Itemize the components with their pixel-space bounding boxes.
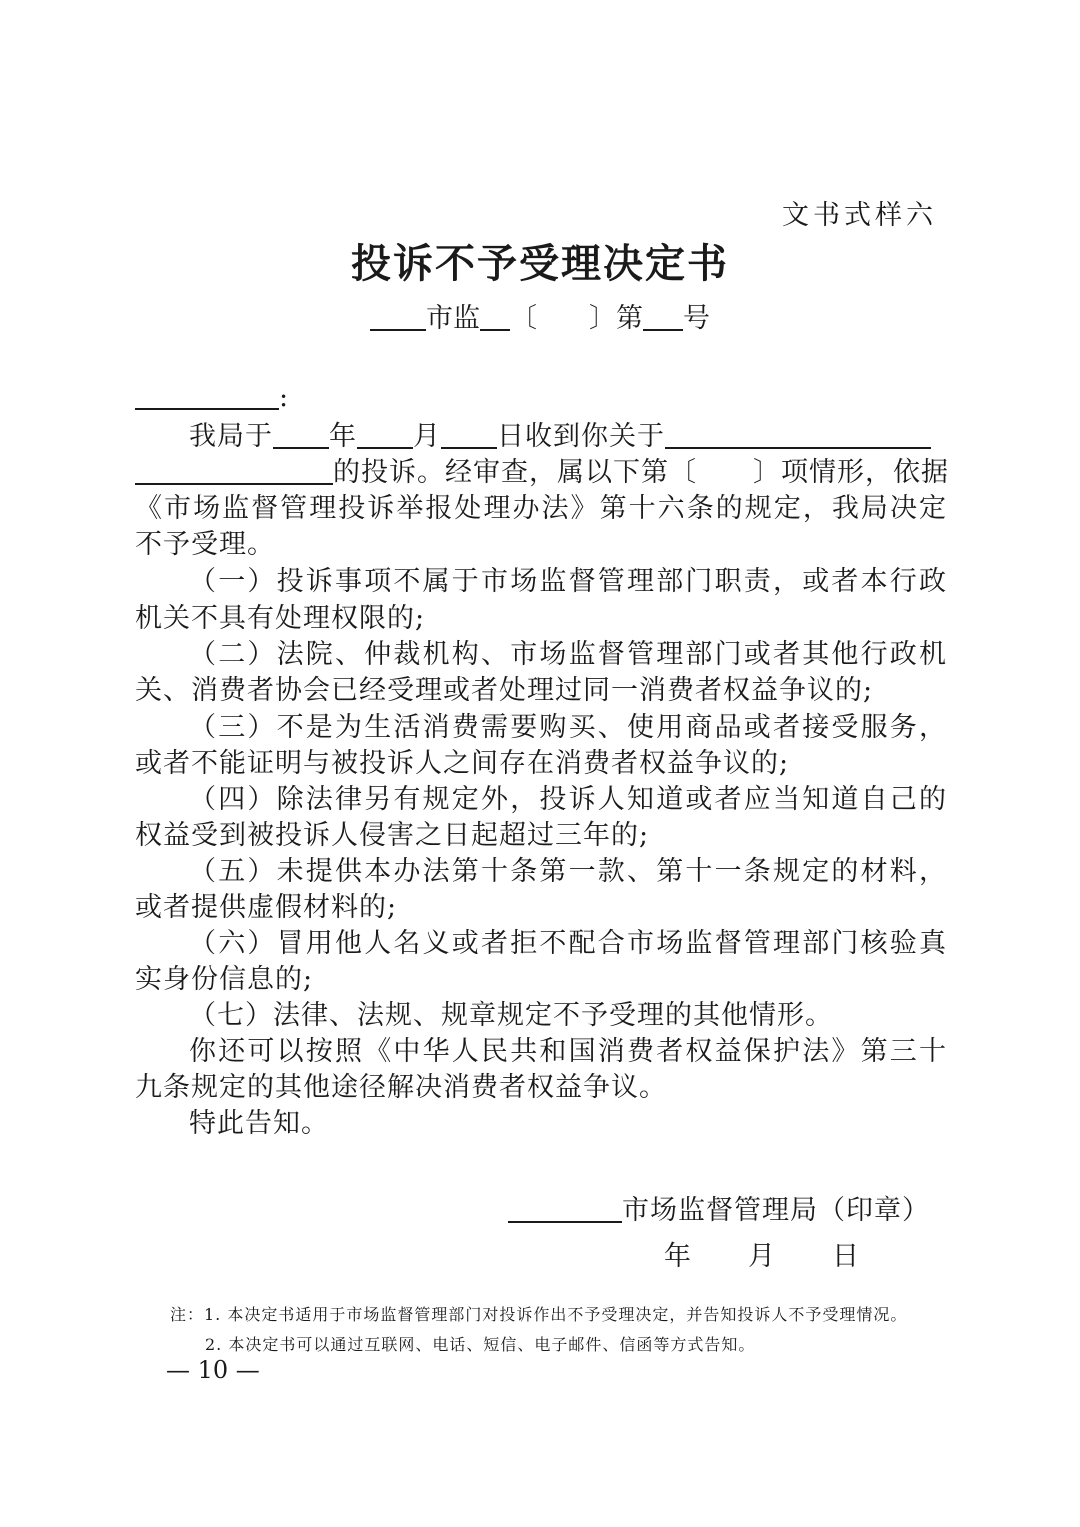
item-3-line2: 或者不能证明与被投诉人之间存在消费者权益争议的; <box>135 748 790 779</box>
docno-bracket-close: 〕第 <box>589 303 643 334</box>
item-3-line1: （三）不是为生活消费需要购买、使用商品或者接受服务， <box>189 712 947 743</box>
text: 的投诉。经审查，属以下第〔 〕项情形，依据 <box>333 457 949 488</box>
blank-org[interactable] <box>508 1191 622 1223</box>
signature-org <box>508 1188 930 1227</box>
docno-bracket-open: 〔 <box>510 303 537 334</box>
item-6-line2: 实身份信息的; <box>135 964 314 995</box>
docno-part3: 号 <box>683 303 710 334</box>
page-title: 投诉不予受理决定书 <box>351 240 729 287</box>
text: 月 <box>413 421 441 452</box>
addressee-colon: : <box>279 382 290 413</box>
item-2-line2: 关、消费者协会已经受理或者处理过同一消费者权益争议的; <box>135 675 874 706</box>
para1-line1 <box>135 414 947 453</box>
text: 年 <box>329 421 357 452</box>
item-4-line1: （四）除法律另有规定外，投诉人知道或者应当知道自己的 <box>189 784 947 815</box>
blank-subject-cont[interactable] <box>135 453 333 485</box>
blank-subject[interactable] <box>665 417 931 449</box>
para2-line1: 你还可以按照《中华人民共和国消费者权益保护法》第三十 <box>189 1036 947 1067</box>
text: 日收到你关于 <box>497 421 665 452</box>
blank-month[interactable] <box>357 417 413 449</box>
blank-field[interactable] <box>480 299 510 331</box>
item-6-line1: （六）冒用他人名义或者拒不配合市场监督管理部门核验真 <box>189 928 947 959</box>
blank-year[interactable] <box>273 417 329 449</box>
text: 市场监督管理局（印章） <box>622 1195 930 1226</box>
page-number: — 10 — <box>166 1356 260 1384</box>
item-1-line1: （一）投诉事项不属于市场监督管理部门职责，或者本行政 <box>189 566 947 597</box>
blank-field[interactable] <box>643 299 683 331</box>
para2-line2: 九条规定的其他途径解决消费者权益争议。 <box>135 1072 667 1103</box>
item-7-line1: （七）法律、法规、规章规定不予受理的其他情形。 <box>189 1000 833 1031</box>
item-5-line1: （五）未提供本办法第十条第一款、第十一条规定的材料， <box>189 856 947 887</box>
para1-line4: 不予受理。 <box>135 529 275 560</box>
item-2-line1: （二）法院、仲裁机构、市场监督管理部门或者其他行政机 <box>189 639 947 670</box>
note-2: 2. 本决定书可以通过互联网、电话、短信、电子邮件、信函等方式告知。 <box>205 1335 756 1354</box>
document-number <box>0 296 1080 335</box>
form-label: 文书式样六 <box>782 200 937 231</box>
text: 我局于 <box>189 421 273 452</box>
item-5-line2: 或者提供虚假材料的; <box>135 892 398 923</box>
addressee-line <box>135 378 947 413</box>
para3: 特此告知。 <box>189 1108 329 1139</box>
docno-part1: 市监 <box>426 303 480 334</box>
note-1: 注：1. 本决定书适用于市场监督管理部门对投诉作出不予受理决定，并告知投诉人不予受理情况。 <box>170 1305 908 1324</box>
item-4-line2: 权益受到被投诉人侵害之日起超过三年的; <box>135 820 650 851</box>
addressee-blank[interactable] <box>135 378 279 410</box>
item-1-line2: 机关不具有处理权限的; <box>135 603 426 634</box>
blank-field[interactable] <box>370 299 426 331</box>
signature-date: 年 月 日 <box>664 1241 860 1272</box>
para1-line3: 《市场监督管理投诉举报处理办法》第十六条的规定，我局决定 <box>135 493 947 524</box>
para1-line2 <box>135 450 947 489</box>
blank-day[interactable] <box>441 417 497 449</box>
